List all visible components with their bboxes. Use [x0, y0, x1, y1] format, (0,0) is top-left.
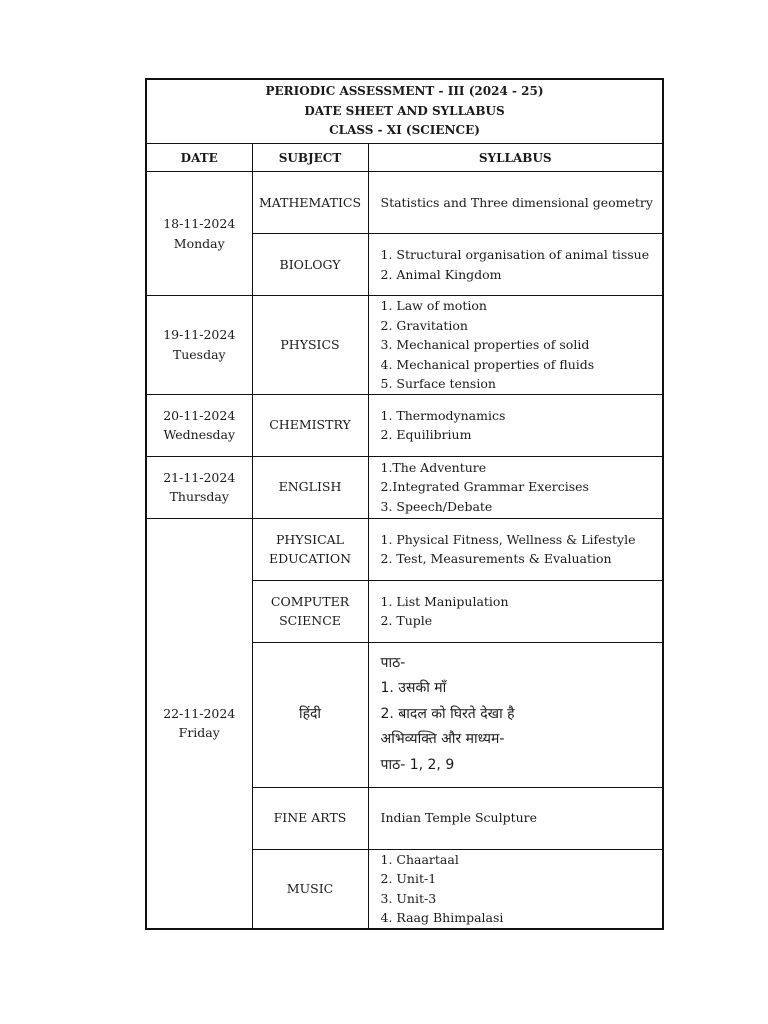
date-cell [146, 394, 252, 456]
subject-cell [252, 296, 368, 395]
subject-cell [252, 518, 368, 580]
subject-name: BIOLOGY [279, 256, 341, 272]
table-row [146, 394, 663, 456]
syllabus-cell [368, 642, 663, 787]
syllabus-line: 2. Test, Measurements & Evaluation [380, 551, 612, 566]
table-row [146, 296, 663, 395]
syllabus-cell [368, 849, 663, 929]
subject-cell [252, 849, 368, 929]
syllabus-line: अभिव्यक्ति और माध्यम- [380, 731, 505, 748]
syllabus-cell [368, 580, 663, 642]
table-row [146, 456, 663, 518]
column-header-row [146, 144, 663, 172]
syllabus-line: 3. Mechanical properties of solid [380, 337, 590, 352]
subject-name: ENGLISH [278, 479, 342, 495]
subject-name: CHEMISTRY [269, 417, 351, 433]
syllabus-line: 1.The Adventure [380, 459, 487, 475]
syllabus-line: 4. Raag Bhimpalasi [380, 910, 504, 925]
syllabus-line: Statistics and Three dimensional geometry [380, 194, 653, 210]
exam-day: Tuesday [172, 346, 226, 362]
date-cell [146, 518, 252, 929]
title-line-class: CLASS - XI (SCIENCE) [329, 123, 480, 138]
syllabus-line: 2. Unit-1 [380, 871, 437, 886]
syllabus-line: 1. Chaartaal [380, 851, 459, 867]
exam-date: 22-11-2024 [163, 705, 236, 721]
exam-date: 18-11-2024 [163, 216, 236, 231]
syllabus-line: 2.Integrated Grammar Exercises [380, 479, 589, 495]
subject-cell [252, 456, 368, 518]
syllabus-line: पाठ- 1, 2, 9 [380, 756, 455, 773]
subject-cell [252, 394, 368, 456]
subject-cell [252, 234, 368, 296]
syllabus-cell [368, 234, 663, 296]
exam-date: 20-11-2024 [163, 407, 236, 423]
title-line-datesheet: DATE SHEET AND SYLLABUS [304, 103, 505, 118]
syllabus-line: 2. बादल को घिरते देखा है [380, 705, 515, 722]
subject-cell [252, 787, 368, 849]
date-cell [146, 172, 252, 296]
column-header-subject: SUBJECT [252, 144, 368, 172]
syllabus-line: 1. List Manipulation [380, 593, 509, 609]
title-row [146, 79, 663, 144]
syllabus-cell [368, 394, 663, 456]
syllabus-line: 2. Tuple [380, 613, 433, 628]
syllabus-line: Indian Temple Sculpture [380, 810, 538, 826]
syllabus-line: 4. Mechanical properties of fluids [380, 356, 595, 372]
subject-name: COMPUTER [270, 593, 350, 609]
syllabus-line: 2. Animal Kingdom [380, 266, 502, 282]
exam-day: Thursday [169, 489, 229, 504]
syllabus-line: 1. Thermodynamics [380, 407, 506, 423]
subject-name: FINE ARTS [273, 810, 347, 826]
exam-day: Monday [173, 235, 225, 251]
title-line-assessment: PERIODIC ASSESSMENT - III (2024 - 25) [265, 84, 544, 99]
subject-name: EDUCATION [268, 551, 352, 566]
syllabus-line: 2. Gravitation [380, 317, 468, 333]
date-sheet-table [145, 78, 664, 930]
subject-name: PHYSICAL [276, 531, 344, 547]
subject-cell [252, 580, 368, 642]
syllabus-cell [368, 296, 663, 395]
syllabus-line: पाठ- [380, 654, 406, 671]
exam-day: Wednesday [163, 427, 236, 442]
syllabus-cell [368, 787, 663, 849]
syllabus-line: 3. Speech/Debate [380, 498, 493, 514]
table-row [146, 172, 663, 234]
column-header-date: DATE [146, 144, 252, 172]
syllabus-line: 1. Structural organisation of animal tissue [380, 247, 650, 262]
document-title [146, 79, 663, 144]
syllabus-line: 1. Law of motion [380, 298, 487, 313]
subject-name: MATHEMATICS [258, 194, 362, 210]
column-header-syllabus: SYLLABUS [368, 144, 663, 172]
syllabus-cell [368, 456, 663, 518]
exam-day: Friday [178, 725, 220, 740]
syllabus-cell [368, 172, 663, 234]
table-row [146, 518, 663, 580]
subject-name: MUSIC [286, 880, 334, 896]
exam-date: 19-11-2024 [163, 327, 236, 343]
subject-name: SCIENCE [279, 613, 341, 628]
subject-cell [252, 642, 368, 787]
subject-cell [252, 172, 368, 234]
syllabus-line: 1. Physical Fitness, Wellness & Lifestyle [380, 531, 636, 547]
syllabus-line: 2. Equilibrium [380, 427, 472, 442]
syllabus-line: 5. Surface tension [380, 376, 496, 391]
date-cell [146, 456, 252, 518]
syllabus-line: 1. उसकी माँ [380, 680, 447, 697]
subject-name: हिंदी [298, 705, 322, 722]
subject-name: PHYSICS [280, 337, 340, 352]
syllabus-line: 3. Unit-3 [380, 890, 437, 906]
exam-date: 21-11-2024 [163, 469, 236, 485]
date-cell [146, 296, 252, 395]
syllabus-cell [368, 518, 663, 580]
